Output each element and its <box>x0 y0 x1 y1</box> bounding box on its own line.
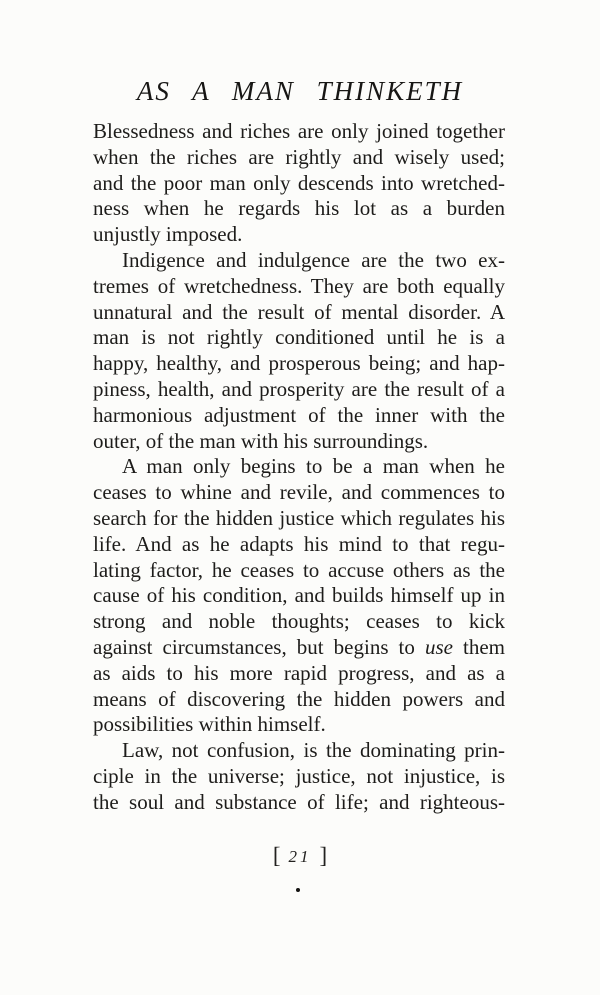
text-line: outer, of the man with his surroundings. <box>93 428 429 453</box>
ornament <box>0 879 600 891</box>
text-line: ciple in the universe; justice, not injustice, is <box>93 763 505 788</box>
folio-number: 21 <box>288 846 312 866</box>
text-line: means of discovering the hidden powers and <box>93 686 505 711</box>
text-line: Indigence and indulgence are the two ex- <box>122 247 505 272</box>
folio-close-bracket: ] <box>319 842 328 868</box>
text-line: possibilities within himself. <box>93 712 326 737</box>
text-line: life. And as he adapts his mind to that regu- <box>93 531 505 556</box>
folio-open-bracket: [ <box>272 842 281 868</box>
text-line: harmonious adjustment of the inner with the <box>93 402 505 427</box>
text-line: unjustly imposed. <box>93 222 243 247</box>
text-line: strong and noble thoughts; ceases to kick <box>93 609 505 634</box>
text-line: against circumstances, but begins to use them <box>93 634 505 659</box>
text-line: Law, not confusion, is the dominating prin- <box>122 738 505 763</box>
paragraph <box>93 119 505 248</box>
page-title: AS A MAN THINKETH <box>136 76 464 106</box>
page-body <box>93 119 505 816</box>
text-line: when the riches are rightly and wisely used; <box>93 144 505 169</box>
text-line: A man only begins to be a man when he <box>122 454 505 479</box>
text-line: search for the hidden justice which regulates his <box>93 505 505 530</box>
text-line: man is not rightly conditioned until he is a <box>93 325 505 350</box>
text-line: unnatural and the result of mental disorder. A <box>93 299 505 324</box>
text-line: tremes of wretchedness. They are both equally <box>93 273 505 298</box>
text-line: happy, healthy, and prosperous being; and hap- <box>93 351 505 376</box>
text-line: the soul and substance of life; and righteous- <box>93 789 505 814</box>
page-number <box>0 843 600 870</box>
text-line: Blessedness and riches are only joined together <box>93 119 505 143</box>
text-line: cause of his condition, and builds himself up in <box>93 583 505 608</box>
ink-dot-ornament <box>296 888 300 892</box>
text-line: and the poor man only descends into wretched- <box>93 170 505 195</box>
text-line: ness when he regards his lot as a burden <box>93 196 505 221</box>
paragraph <box>93 248 505 454</box>
text-line: ceases to whine and revile, and commences to <box>93 480 505 505</box>
paragraph <box>93 454 505 738</box>
text-line: as aids to his more rapid progress, and as a <box>93 660 505 685</box>
text-line: piness, health, and prosperity are the result of a <box>93 376 505 401</box>
paragraph <box>93 738 505 815</box>
text-line: lating factor, he ceases to accuse others as the <box>93 557 505 582</box>
